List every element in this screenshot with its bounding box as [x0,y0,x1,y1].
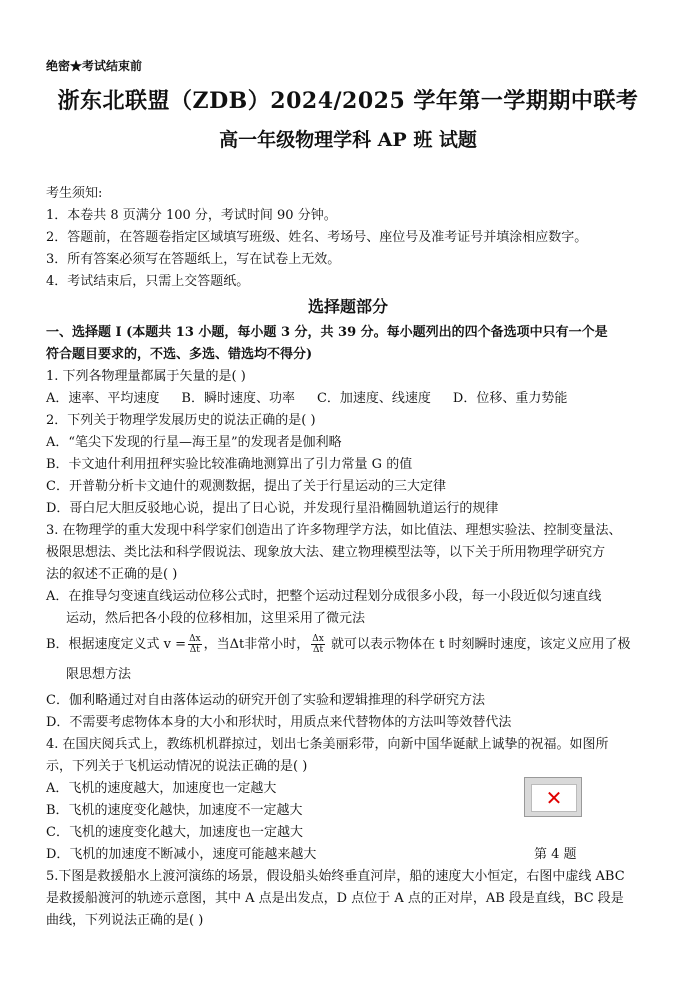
q3-option-b-text: B．根据速度定义式 v = [46,637,187,652]
q3-stem-line: 法的叙述不正确的是( ) [46,567,178,582]
q4-stem-line: 4. 在国庆阅兵式上，教练机机群掠过，划出七条美丽彩带，向新中国华诞献上诚挚的祝福。如图所 [46,737,609,752]
fraction-denominator: Δt [312,645,324,655]
note-item: 3．所有答案必须写在答题纸上，写在试卷上无效。 [46,252,341,267]
q1-stem: 1. 下列各物理量都属于矢量的是( ) [46,369,246,384]
section-instruction: 一、选择题 I (本题共 13 小题，每小题 3 分，共 39 分。每小题列出的四个备选项中只有一个是 [46,325,608,340]
q4-option-a: A．飞机的速度越大，加速度也一定越大 [46,781,277,796]
candidate-notes [46,183,587,293]
secret-label: 绝密★考试结束前 [46,59,143,73]
q1-option-c: C．加速度、线速度 [316,391,431,406]
q1-option-b: B．瞬时速度、功率 [181,391,295,406]
section-title: 选择题部分 [307,297,388,316]
q3-option-d: D．不需要考虑物体本身的大小和形状时，用质点来代替物体的方法叫等效替代法 [46,715,512,730]
delta-fraction [188,634,202,655]
figure-caption: 第 4 题 [534,847,577,862]
q1-option-d: D．位移、重力势能 [452,391,568,406]
fraction-denominator: Δt [189,645,200,655]
q2-option-b: B．卡文迪什利用扭秤实验比较准确地测算出了引力常量 G 的值 [46,457,413,472]
note-item: 4．考试结束后，只需上交答题纸。 [46,274,250,289]
q1-option-a: A．速率、平均速度 [46,391,160,406]
fraction-numerator: Δx [312,634,324,644]
note-item: 1．本卷共 8 页满分 100 分，考试时间 90 分钟。 [46,208,337,223]
q3-option-b [46,630,656,660]
q2-option-c: C．开普勒分析卡文迪什的观测数据，提出了关于行星运动的三大定律 [46,479,446,494]
q2-option-a: A．“笔尖下发现的行星—海王星”的发现者是伽利略 [46,435,342,450]
questions-body [46,322,656,932]
q3-option-a: A．在推导匀变速直线运动位移公式时，把整个运动过程划分成很多小段，每一小段近似匀速直线 [46,589,602,604]
q2-option-d: D．哥白尼大胆反驳地心说，提出了日心说，并发现行星沿椭圆轨道运行的规律 [46,501,499,516]
note-item: 2．答题前，在答题卷指定区域填写班级、姓名、考场号、座位号及准考证号并填涂相应数字。 [46,230,588,245]
q5-stem-line: 是救援船渡河的轨迹示意图，其中 A 点是出发点，D 点位于 A 点的正对岸，AB 段是直线，BC 段是 [46,891,624,906]
q4-option-d: D．飞机的加速度不断减小，速度可能越来越大 [46,847,317,862]
q3-stem-line: 3. 在物理学的重大发现中科学家们创造出了许多物理学方法，如比值法、理想实验法、控制变量法、 [46,523,622,538]
q3-option-b-text: ，当Δt非常小时， [203,637,310,652]
q5-stem-line: 曲线，下列说法正确的是( ) [46,913,204,928]
q2-stem: 2．下列关于物理学发展历史的说法正确的是( ) [46,413,316,428]
fraction-numerator: Δx [189,634,201,644]
q3-option-c: C．伽利略通过对自由落体运动的研究开创了实验和逻辑推理的科学研究方法 [46,693,485,708]
broken-image-icon: ✕ [524,777,582,817]
q5-stem-line: 5.下图是救援船水上渡河演练的场景，假设船头始终垂直河岸，船的速度大小恒定，右图中虚线 ABC [46,869,625,884]
q4-option-c: C．飞机的速度变化越大，加速度也一定越大 [46,825,303,840]
q3-option-a-cont: 运动，然后把各小段的位移相加，这里采用了微元法 [66,611,366,626]
exam-title: 浙东北联盟（ZDB）2024/2025 学年第一学期期中联考 [57,88,639,114]
exam-subtitle: 高一年级物理学科 AP 班 试题 [219,129,477,151]
q4-options-block [46,778,656,866]
notes-heading: 考生须知: [46,186,103,201]
q4-option-d-row [46,844,656,866]
q1-options [46,388,656,410]
delta-fraction [311,634,325,655]
q3-stem-line: 极限思想法、类比法和科学假说法、现象放大法、建立物理模型法等，以下关于所用物理学研究方 [46,545,606,560]
section-instruction: 符合题目要求的，不选、多选、错选均不得分) [46,347,313,362]
q4-option-b: B．飞机的速度变化越快，加速度不一定越大 [46,803,303,818]
q3-option-b-cont: 限思想方法 [66,667,132,682]
q3-option-b-text: 就可以表示物体在 t 时刻瞬时速度，该定义应用了极 [326,637,631,652]
q4-stem-line: 示，下列关于飞机运动情况的说法正确的是( ) [46,759,308,774]
